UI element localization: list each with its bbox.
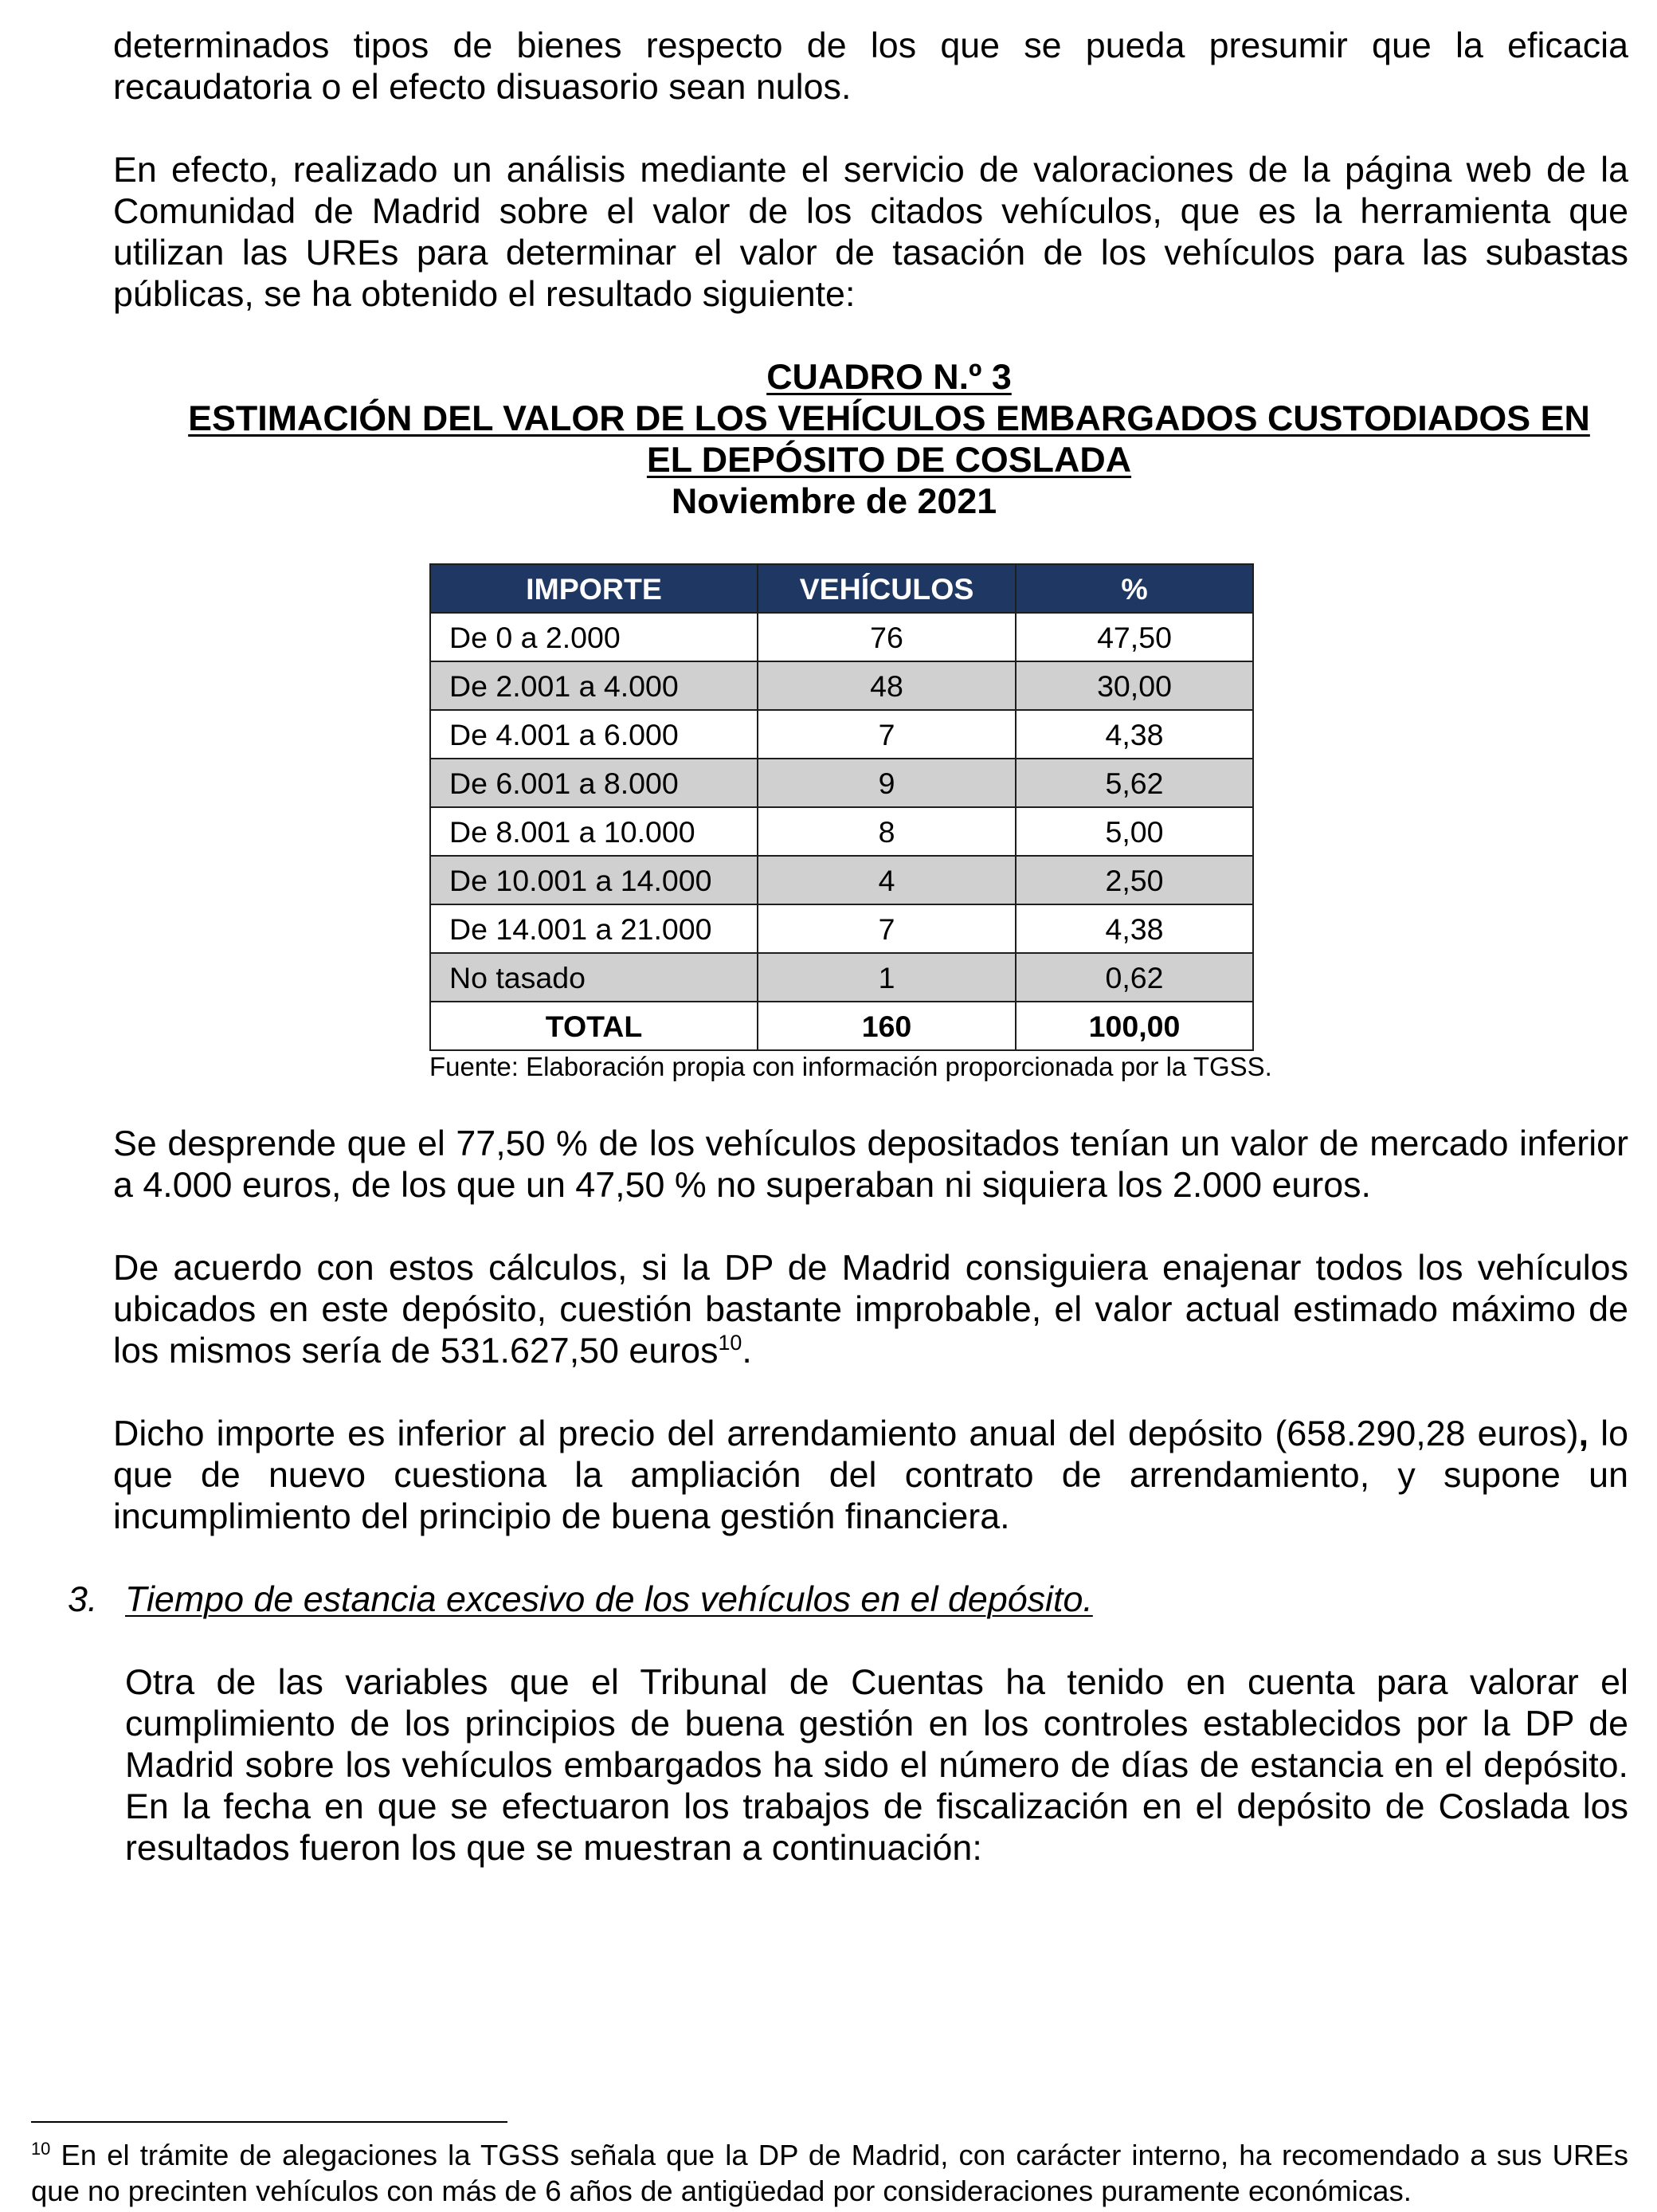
text-line: Se desprende que el 77,50 % de los vehículos depositados tenían un valor de mercado inferior [113,1124,1628,1163]
text-line: ubicados en este depósito, cuestión bastante improbable, el valor actual estimado máximo de [113,1289,1628,1329]
section-heading [68,1579,1628,1620]
table-cell-percent: 30,00 [1017,662,1254,711]
vehicle-value-table [429,563,1254,1051]
table-cell-vehicles: 4 [758,857,1017,905]
text-line [113,1330,1628,1371]
table-cell-range: De 8.001 a 10.000 [431,808,758,857]
footnote-line [31,2137,1628,2173]
table-row [431,808,1254,857]
table-caption-line-1: ESTIMACIÓN DEL VALOR DE LOS VEHÍCULOS EMBARGADOS CUSTODIADOS EN [188,398,1590,438]
table-caption-line-2: EL DEPÓSITO DE COSLADA [646,440,1132,480]
header-cell-vehiculos: VEHÍCULOS [758,565,1017,614]
footnote-separator [31,2121,507,2123]
text-line: Madrid sobre los vehículos embargados ha sido el número de días de estancia en el depósito. [125,1745,1628,1785]
text-line: Otra de las variables que el Tribunal de Cuentas ha tenido en cuenta para valorar el [125,1662,1628,1702]
table-cell-percent: 2,50 [1017,857,1254,905]
table-source: Fuente: Elaboración propia con información proporcionada por la TGSS. [429,1052,1272,1081]
table-cell-range: No tasado [431,954,758,1002]
table-cell-vehicles: 7 [758,711,1017,759]
table-row [431,614,1254,662]
text-segment: . [742,1331,752,1371]
table-cell-range: De 0 a 2.000 [431,614,758,662]
table-cell-percent: 5,62 [1017,759,1254,808]
text-line: incumplimiento del principio de buena gestión financiera. [113,1496,1010,1536]
header-cell-percent: % [1017,565,1254,614]
text-line: públicas, se ha obtenido el resultado siguiente: [113,274,856,314]
table-cell-range: De 10.001 a 14.000 [431,857,758,905]
text-line: a 4.000 euros, de los que un 47,50 % no superaban ni siquiera los 2.000 euros. [113,1165,1371,1205]
table-cell-vehicles: 7 [758,905,1017,954]
table-row [431,905,1254,954]
text-line: que de nuevo cuestiona la ampliación del contrato de arrendamiento, y supone un [113,1455,1628,1495]
text-line: utilizan las UREs para determinar el valor de tasación de los vehículos para las subastas [113,233,1628,273]
table-date: Noviembre de 2021 [671,481,997,521]
table-total-label: TOTAL [431,1002,758,1051]
text-line: determinados tipos de bienes respecto de los que se pueda presumir que la eficacia [113,25,1628,65]
text-line: En la fecha en que se efectuaron los trabajos de fiscalización en el depósito de Coslada los [125,1786,1628,1826]
footnote-reference: 10 [718,1330,742,1355]
bold-comma: , [1578,1414,1589,1453]
table-cell-vehicles: 9 [758,759,1017,808]
text-segment: Dicho importe es inferior al precio del arrendamiento anual del depósito (658.290,28 euros) [113,1414,1579,1453]
table-row [431,662,1254,711]
table-total-percent: 100,00 [1017,1002,1254,1051]
section-title: Tiempo de estancia excesivo de los vehículos en el depósito. [125,1579,1093,1619]
header-cell-importe: IMPORTE [431,565,758,614]
table-row [431,954,1254,1002]
table-cell-range: De 6.001 a 8.000 [431,759,758,808]
footnote-marker: 10 [31,2138,51,2159]
table-row [431,759,1254,808]
table-cell-percent: 5,00 [1017,808,1254,857]
table-cell-vehicles: 48 [758,662,1017,711]
text-line: De acuerdo con estos cálculos, si la DP de Madrid consiguiera enajenar todos los vehículos [113,1248,1628,1288]
table-total-row [431,1002,1254,1051]
paragraph-estimated-value [113,1247,1628,1371]
table-cell-vehicles: 8 [758,808,1017,857]
table-cell-range: De 4.001 a 6.000 [431,711,758,759]
table-cell-percent: 4,38 [1017,905,1254,954]
text-line: resultados fueron los que se muestran a continuación: [125,1828,982,1868]
footnote-line: que no precinten vehículos con más de 6 años de antigüedad por consideraciones puramente económicas. [31,2175,1412,2207]
paragraph-valuation-analysis [113,149,1628,315]
table-cell-vehicles: 76 [758,614,1017,662]
table-header-row [431,565,1254,614]
section-number: 3. [68,1579,98,1619]
footnote [31,2137,1628,2209]
paragraph-market-value [113,1123,1628,1206]
table-cell-range: De 14.001 a 21.000 [431,905,758,954]
footnote-text: En el trámite de alegaciones la TGSS señala que la DP de Madrid, con carácter interno, ha recomendado a sus UREs [50,2139,1628,2171]
table-cell-range: De 2.001 a 4.000 [431,662,758,711]
text-line: recaudatoria o el efecto disuasorio sean nulos. [113,67,852,107]
document-page [68,25,1629,1910]
table-title-line [150,398,1628,439]
table-title [113,356,1628,522]
table-title-line [150,356,1628,398]
table-cell-percent: 0,62 [1017,954,1254,1002]
table-cell-percent: 4,38 [1017,711,1254,759]
paragraph-stay-duration [125,1661,1628,1869]
text-segment: los mismos sería de 531.627,50 euros [113,1331,719,1371]
table-cell-vehicles: 1 [758,954,1017,1002]
text-line: Comunidad de Madrid sobre el valor de los citados vehículos, que es la herramienta que [113,191,1628,231]
paragraph-lease-comparison [113,1413,1628,1537]
text-line: En efecto, realizado un análisis mediante el servicio de valoraciones de la página web de la [113,150,1628,190]
table-row [431,711,1254,759]
text-line: cumplimiento de los principios de buena gestión en los controles establecidos por la DP de [125,1704,1628,1743]
table-cell-percent: 47,50 [1017,614,1254,662]
text-segment: lo [1588,1414,1629,1453]
paragraph-goods-effectiveness [113,25,1628,108]
table-number: CUADRO N.º 3 [766,357,1012,397]
table-title-line [150,439,1628,480]
table-total-vehicles: 160 [758,1002,1017,1051]
table-row [431,857,1254,905]
text-line [113,1413,1628,1454]
